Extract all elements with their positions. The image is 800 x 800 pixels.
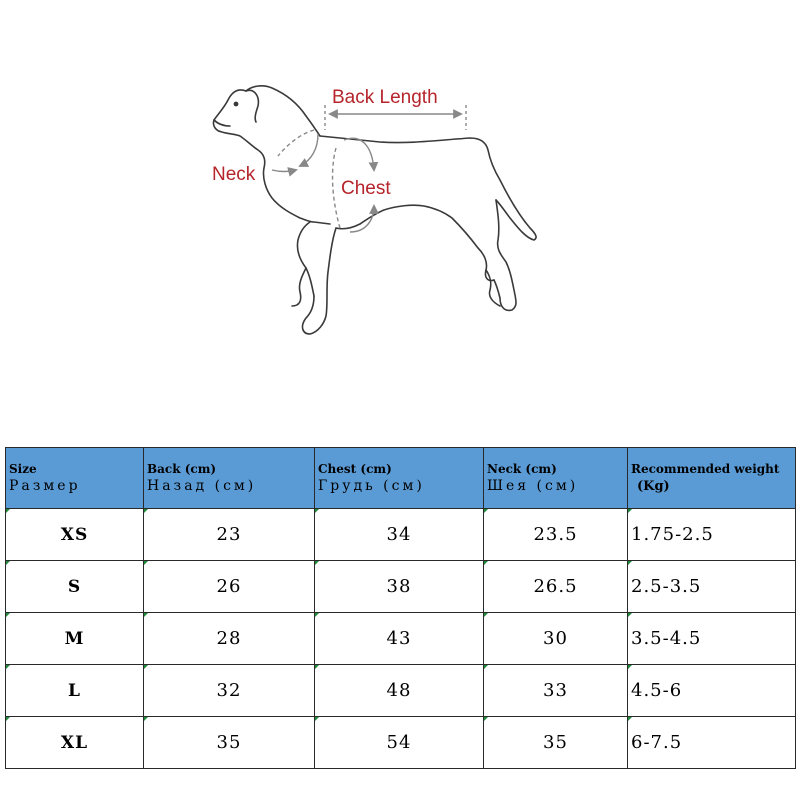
cell-neck: 30 (484, 613, 628, 665)
table-row (6, 717, 796, 769)
header-size-en: Size (9, 462, 37, 476)
neck-label: Neck (212, 164, 256, 185)
cell-back: 26 (144, 561, 315, 613)
cell-chest: 43 (315, 613, 484, 665)
back-length-measure (325, 105, 466, 130)
header-weight-unit: (Kg) (637, 479, 670, 494)
cell-weight: 3.5-4.5 (628, 613, 796, 665)
header-weight-en: Recommended weight (631, 462, 780, 476)
cell-size: XS (6, 509, 144, 561)
cell-neck: 33 (484, 665, 628, 717)
cell-size: S (6, 561, 144, 613)
table-row (6, 561, 796, 613)
cell-chest: 34 (315, 509, 484, 561)
header-weight (628, 448, 796, 509)
cell-neck: 23.5 (484, 509, 628, 561)
header-chest-en: Chest (cm) (318, 462, 392, 476)
cell-neck: 35 (484, 717, 628, 769)
header-chest-ru: Грудь (см) (318, 478, 425, 494)
cell-chest: 48 (315, 665, 484, 717)
chest-label: Chest (341, 178, 391, 199)
header-neck (484, 448, 628, 509)
cell-weight: 6-7.5 (628, 717, 796, 769)
cell-size: L (6, 665, 144, 717)
dog-outline-icon (213, 86, 536, 334)
cell-weight: 2.5-3.5 (628, 561, 796, 613)
cell-back: 28 (144, 613, 315, 665)
table-row (6, 613, 796, 665)
table-header-row (6, 448, 796, 509)
neck-measure (272, 130, 318, 172)
cell-back: 35 (144, 717, 315, 769)
back-length-label: Back Length (332, 87, 438, 108)
size-chart-table (5, 447, 796, 769)
cell-size: M (6, 613, 144, 665)
cell-chest: 54 (315, 717, 484, 769)
cell-weight: 1.75-2.5 (628, 509, 796, 561)
table-row (6, 665, 796, 717)
cell-size: XL (6, 717, 144, 769)
cell-neck: 26.5 (484, 561, 628, 613)
header-back-ru: Назад (см) (147, 478, 257, 494)
cell-chest: 38 (315, 561, 484, 613)
header-chest (315, 448, 484, 509)
table-row (6, 509, 796, 561)
header-size-ru: Размер (9, 478, 81, 494)
header-back-en: Back (cm) (147, 462, 217, 476)
header-size (6, 448, 144, 509)
cell-back: 32 (144, 665, 315, 717)
header-neck-ru: Шея (см) (487, 478, 579, 494)
header-neck-en: Neck (cm) (487, 462, 557, 476)
header-back (144, 448, 315, 509)
cell-back: 23 (144, 509, 315, 561)
cell-weight: 4.5-6 (628, 665, 796, 717)
